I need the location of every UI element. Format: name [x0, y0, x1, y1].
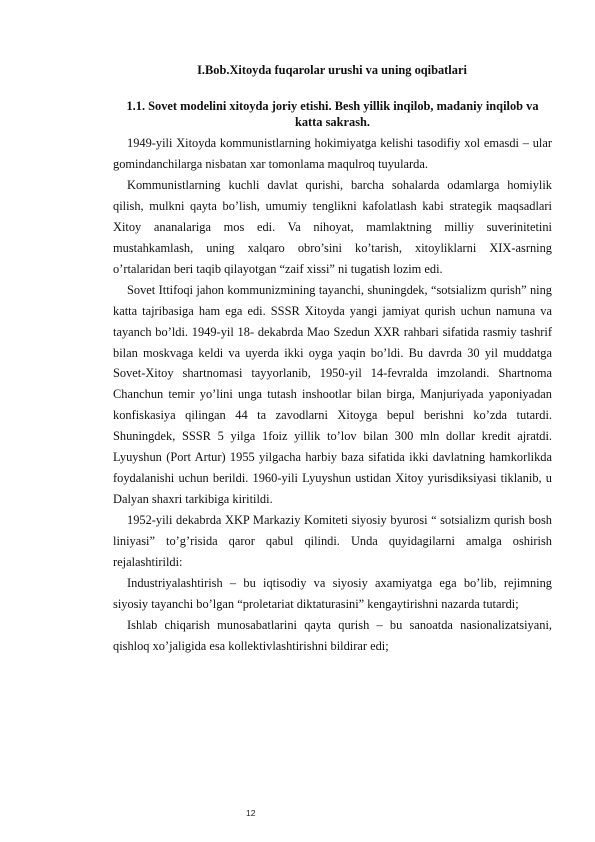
paragraph-4: 1952-yili dekabrda XKP Markaziy Komiteti siyosiy byurosi “ sotsializm qurish bosh liniyasi” to’g’risida qaror qabul qilindi. Unda quyidagilarni amalga oshirish rejalashtirildi: [113, 513, 552, 570]
paragraph-5: Industriyalashtirish – bu iqtisodiy va siyosiy axamiyatga ega bo’lib, rejimning siyosiy tayanchi bo’lgan “proletariat diktaturasini” kengaytirishni nazarda tutardi; [113, 576, 552, 611]
chapter-title: I.Bob.Xitoyda fuqarolar urushi va uning oqibatlari [197, 63, 467, 77]
paragraph-1: 1949-yili Xitoyda kommunistlarning hokimiyatga kelishi tasodifiy xol emasdi – ular gomindanchilarga nisbatan xar tomonlama maqulroq tuyularda. [113, 136, 552, 171]
document-body [113, 133, 552, 657]
paragraph-6: Ishlab chiqarish munosabatlarini qayta qurish – bu sanoatda nasionalizatsiyani, qishloq xo’jaligida esa kollektivlashtirishni bildirar edi; [113, 617, 552, 653]
paragraph-2: Kommunistlarning kuchli davlat qurishi, barcha sohalarda odamlarga homiylik qilish, mulkni qayta bo’lish, umumiy tenglikni kafolatlash kabi strategik maqsadlari Xitoy ananalariga mos edi. Va nihoyat, mamlaktning milliy suverinitetini mustahkamlash, uning xalqaro obro’sini ko’tarish, xitoyliklarni XIX-asrning o’rtalaridan beri taqib qilayotgan “zaif xissi” ni tugatish lozim edi. [113, 177, 552, 276]
section-title: 1.1. Sovet modelini xitoyda joriy etishi. Besh yillik inqilob, madaniy inqilob va katta sakrash. [126, 99, 539, 129]
page-number: 12 [246, 808, 256, 818]
paragraph-3: Sovet Ittifoqi jahon kommunizmining tayanchi, shuningdek, “sotsializm qurish” ning katta tajribasiga ham ega edi. SSSR Xitoyda yangi jamiyat qurish uchun namuna va tayanch bo’ldi. 1949-yil 18- dekabrda Mao Szedun XXR rahbari sifatida rasmiy tashrif bilan moskvaga keldi va uyerda ikki oyga yaqin bo’ldi. Bu davrda 30 yil muddatga Sovet-Xitoy shartnomasi tayyorlanib, 1950-yil 14-fevralda imzolandi. Shartnoma Chanchun temir yo’lini unga tutash inshootlar bilan birga, Manjuriyada yaponiyadan konfiskasiya qilingan 44 ta zavodlarni Xitoyga bepul berishni ko’zda tutardi. Shuningdek, SSSR 5 yilga 1foiz yillik to’lov bilan 300 mln dollar kredit ajratdi. Lyuyshun (Port Artur) 1955 yilgacha harbiy baza sifatida ikki davlatning hamkorlikda foydalanishi uchun berildi. 1960-yili Lyuyshun ustidan Xitoy yurisdiksiyasi tiklanib, u Dalyan shaxri tarkibiga kiritildi. [113, 282, 552, 507]
